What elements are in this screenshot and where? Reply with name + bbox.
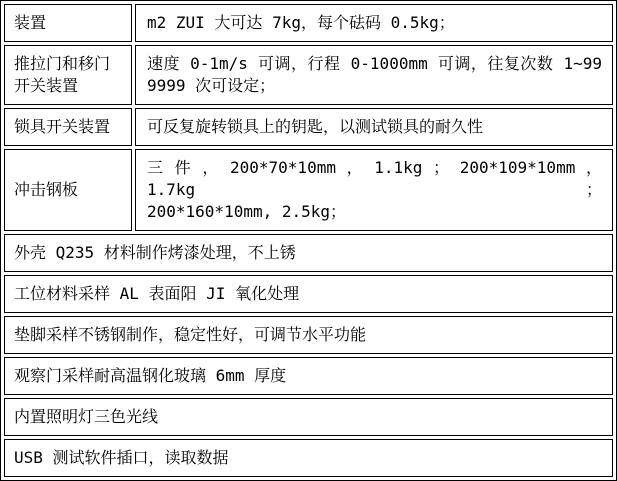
row-full-cell: 内置照明灯三色光线 bbox=[4, 398, 613, 436]
table-row bbox=[4, 275, 613, 313]
value-line: 三 件 ， 200*70*10mm ， 1.1kg ； 200*109*10mm ， 1.7kg ； bbox=[147, 158, 602, 199]
row-full-cell: 垫脚采样不锈钢制作，稳定性好，可调节水平功能 bbox=[4, 316, 613, 354]
row-label-cell: 推拉门和移门开关装置 bbox=[4, 45, 132, 105]
table-row bbox=[4, 234, 613, 272]
table-row bbox=[4, 439, 613, 477]
table-row bbox=[4, 398, 613, 436]
row-value-cell: 可反复旋转锁具上的钥匙，以测试锁具的耐久性 bbox=[135, 108, 613, 146]
table-row bbox=[4, 149, 613, 231]
row-full-cell: 观察门采样耐高温钢化玻璃 6mm 厚度 bbox=[4, 357, 613, 395]
row-full-cell: USB 测试软件插口，读取数据 bbox=[4, 439, 613, 477]
row-full-cell: 工位材料采样 AL 表面阳 JI 氧化处理 bbox=[4, 275, 613, 313]
table-row bbox=[4, 316, 613, 354]
row-full-cell: 外壳 Q235 材料制作烤漆处理，不上锈 bbox=[4, 234, 613, 272]
table-row bbox=[4, 357, 613, 395]
row-label-cell: 冲击钢板 bbox=[4, 149, 132, 231]
value-line: 200*160*10mm, 2.5kg； bbox=[147, 202, 347, 221]
table-row bbox=[4, 4, 613, 42]
table-row bbox=[4, 108, 613, 146]
row-label-cell: 装置 bbox=[4, 4, 132, 42]
row-label-cell: 锁具开关装置 bbox=[4, 108, 132, 146]
row-value-cell: 速度 0-1m/s 可调，行程 0-1000mm 可调，往复次数 1~999999 次可设定； bbox=[135, 45, 613, 105]
row-value-cell bbox=[135, 149, 613, 231]
row-value-cell: m2 ZUI 大可达 7kg，每个砝码 0.5kg； bbox=[135, 4, 613, 42]
table-row bbox=[4, 45, 613, 105]
